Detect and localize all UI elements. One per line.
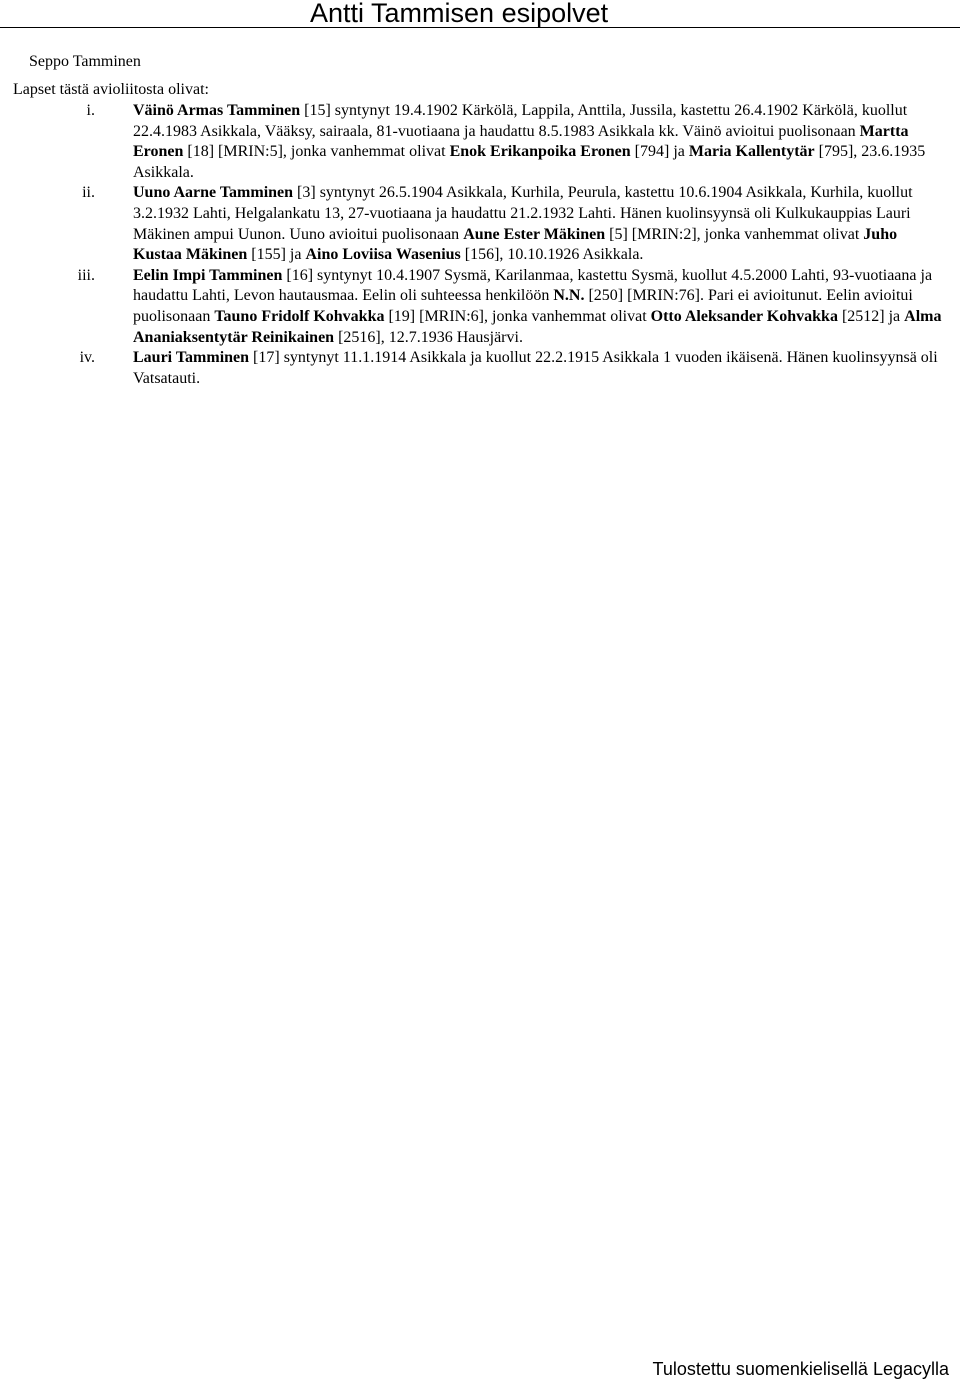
footer-note: Tulostettu suomenkielisellä Legacylla: [652, 1359, 949, 1379]
person-link-name: Lauri Tamminen: [133, 349, 250, 367]
person-link-name: Martta Eronen: [133, 122, 909, 161]
child-text-segment: [250] [MRIN:76]. Pari ei avioitunut. Eelin avioitui puolisonaan: [133, 287, 913, 325]
person-link-name: Tauno Fridolf Kohvakka: [214, 307, 385, 325]
child-text-segment: [17] syntynyt 11.1.1914 Asikkala ja kuollut 22.2.1915 Asikkala 1 vuoden ikäisenä. Hänen kuolinsyynsä oli Vatsatauti.: [133, 349, 938, 387]
person-link-name: Alma Ananiaksentytär Reinikainen: [133, 307, 942, 346]
person-link-name: Enok Erikanpoika Eronen: [449, 143, 631, 161]
child-number: ii.: [82, 184, 95, 202]
child-text-segment: [16] syntynyt 10.4.1907 Sysmä, Karilanmaa, kastettu Sysmä, kuollut 4.5.2000 Lahti, 93-vuotiaana ja haudattu Lahti, Levon hautausmaa. Eelin oli suhteessa henkilöön: [133, 266, 933, 305]
child-text-segment: [795], 23.6.1935 Asikkala.: [133, 143, 926, 181]
child-number: i.: [86, 102, 95, 119]
child-text-segment: [5] [MRIN:2], jonka vanhemmat olivat: [605, 225, 864, 243]
person-link-name: Otto Aleksander Kohvakka: [650, 307, 838, 325]
child-text: [133, 266, 942, 348]
header-divider: [0, 27, 960, 28]
person-name: Seppo Tamminen: [29, 53, 141, 70]
child-number: iv.: [79, 349, 95, 367]
page-title: Antti Tammisen esipolvet: [310, 0, 609, 28]
child-text-segment: [794] ja: [630, 143, 689, 161]
child-text-segment: [15] syntynyt 19.4.1902 Kärkölä, Lappila, Anttila, Jussila, kastettu 26.4.1902 Kärkölä, kuollut 22.4.1983 Asikkala, Vääksy, sairaala, 81-vuotiaana ja haudattu 8.5.1983 Asikkala kk. Väinö avioitui puolisonaan: [133, 102, 908, 140]
child-text-segment: [2512] ja: [837, 307, 905, 325]
child-text-segment: [18] [MRIN:5], jonka vanhemmat olivat: [183, 143, 450, 161]
child-text-segment: [19] [MRIN:6], jonka vanhemmat olivat: [384, 307, 651, 325]
children-list: [0, 101, 960, 389]
person-link-name: Väinö Armas Tamminen: [133, 102, 301, 119]
child-text: [133, 183, 942, 265]
child-text-segment: [3] syntynyt 26.5.1904 Asikkala, Kurhila, Peurula, kastettu 10.6.1904 Asikkala, Kurhila, kuollut 3.2.1932 Lahti, Helgalankatu 13, 27-vuotiaana ja haudattu 21.2.1932 Lahti. Hänen kuolinsyynsä oli Kulkukauppias Lauri Mäkinen ampui Uunon. Uuno avioitui puolisonaan: [133, 184, 913, 243]
person-link-name: Eelin Impi Tamminen: [133, 266, 283, 284]
person-link-name: Aune Ester Mäkinen: [463, 225, 606, 243]
child-entry: [0, 101, 960, 183]
child-entry: [0, 266, 960, 348]
children-intro: Lapset tästä avioliitosta olivat:: [13, 81, 209, 98]
child-entry: [0, 183, 960, 265]
child-text-segment: [2516], 12.7.1936 Hausjärvi.: [334, 328, 523, 346]
child-text-segment: [155] ja: [247, 246, 306, 264]
child-entry: [0, 348, 960, 389]
person-link-name: Aino Loviisa Wasenius: [305, 246, 461, 264]
person-link-name: N.N.: [553, 287, 585, 305]
person-link-name: Juho Kustaa Mäkinen: [133, 225, 898, 264]
person-link-name: Maria Kallentytär: [688, 143, 815, 161]
child-text: [133, 348, 942, 389]
child-number: iii.: [77, 266, 95, 284]
person-link-name: Uuno Aarne Tamminen: [133, 184, 294, 202]
child-text: [133, 101, 942, 183]
child-text-segment: [156], 10.10.1926 Asikkala.: [460, 246, 644, 264]
